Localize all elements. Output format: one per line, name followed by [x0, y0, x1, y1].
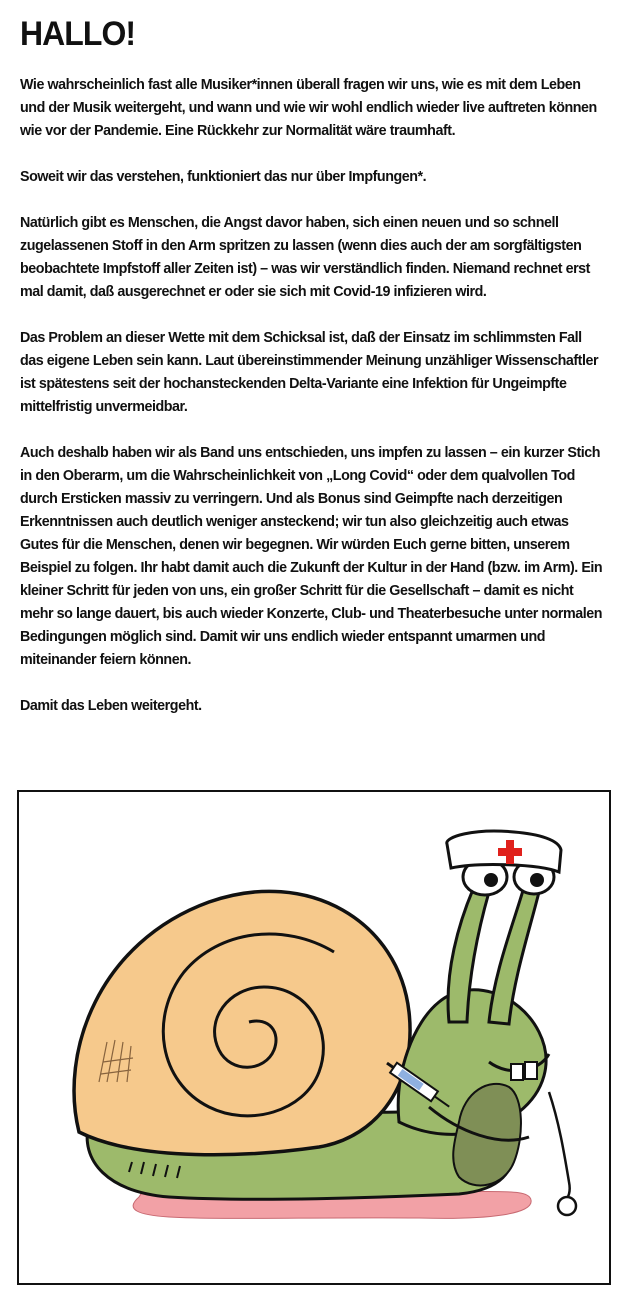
tooth-left [511, 1064, 523, 1080]
article-body [20, 74, 608, 741]
paragraph-fear: Natürlich gibt es Menschen, die Angst davor haben, sich einen neuen und so schnell zugelassenen Stoff in den Arm spritzen zu lassen (wenn dies auch der am sorgfältigsten beobachtete Impfstoff aller Zeiten ist) – was wir verständlich finden. Niemand rechnet erst mal damit, daß ausgerechnet er oder sie sich mit Covid-19 infizieren wird. [20, 215, 590, 300]
pupil-left [484, 873, 498, 887]
pupil-right [530, 873, 544, 887]
stethoscope-icon [549, 1092, 570, 1204]
paragraph-closing: Damit das Leben weitergeht. [20, 698, 202, 714]
stethoscope-chestpiece [558, 1197, 576, 1215]
tooth-right [525, 1062, 537, 1079]
paragraph-intro: Wie wahrscheinlich fast alle Musiker*innen überall fragen wir uns, wie es mit dem Leben und der Musik weitergeht, und wann und wie wir wohl endlich wieder live auftreten können wie vor der Pandemie. Eine Rückkehr zur Normalität wäre traumhaft. [20, 77, 597, 139]
snail-nurse-illustration [17, 790, 611, 1285]
paragraph-vaccination: Soweit wir das verstehen, funktioniert das nur über Impfungen*. [20, 169, 427, 185]
snail-drawing [19, 792, 609, 1283]
paragraph-decision: Auch deshalb haben wir als Band uns entschieden, uns impfen zu lassen – ein kurzer Stich in den Oberarm, um die Wahrscheinlichkeit von „Long Covid“ oder dem qualvollen Tod durch Ersticken massiv zu verringern. Und als Bonus sind Geimpfte nach derzeitigen Erkenntnissen auch deutlich weniger ansteckend; wir tun also gleichzeitig auch etwas Gutes für die Menschen, denen wir begegnen. Wir würden Euch gerne bitten, unserem Beispiel zu folgen. Ihr habt damit auch die Zukunft der Kultur in der Hand (bzw. im Arm). Ein kleiner Schritt für jeden von uns, ein großer Schritt für die Gesellschaft – damit es nicht mehr so lange dauert, bis auch wieder Konzerte, Club- und Theaterbesuche unter normalen Bedingungen möglich sind. Damit wir uns endlich wieder entspannt umarmen und miteinander feiern können. [20, 445, 603, 668]
page-title: HALLO! [20, 15, 136, 53]
paragraph-problem: Das Problem an dieser Wette mit dem Schicksal ist, daß der Einsatz im schlimmsten Fall das eigene Leben sein kann. Laut übereinstimmender Meinung unzähliger Wissenschaftler ist spätestens seit der hochansteckenden Delta-Variante eine Infektion für Ungeimpfte mittelfristig unvermeidbar. [20, 330, 599, 415]
